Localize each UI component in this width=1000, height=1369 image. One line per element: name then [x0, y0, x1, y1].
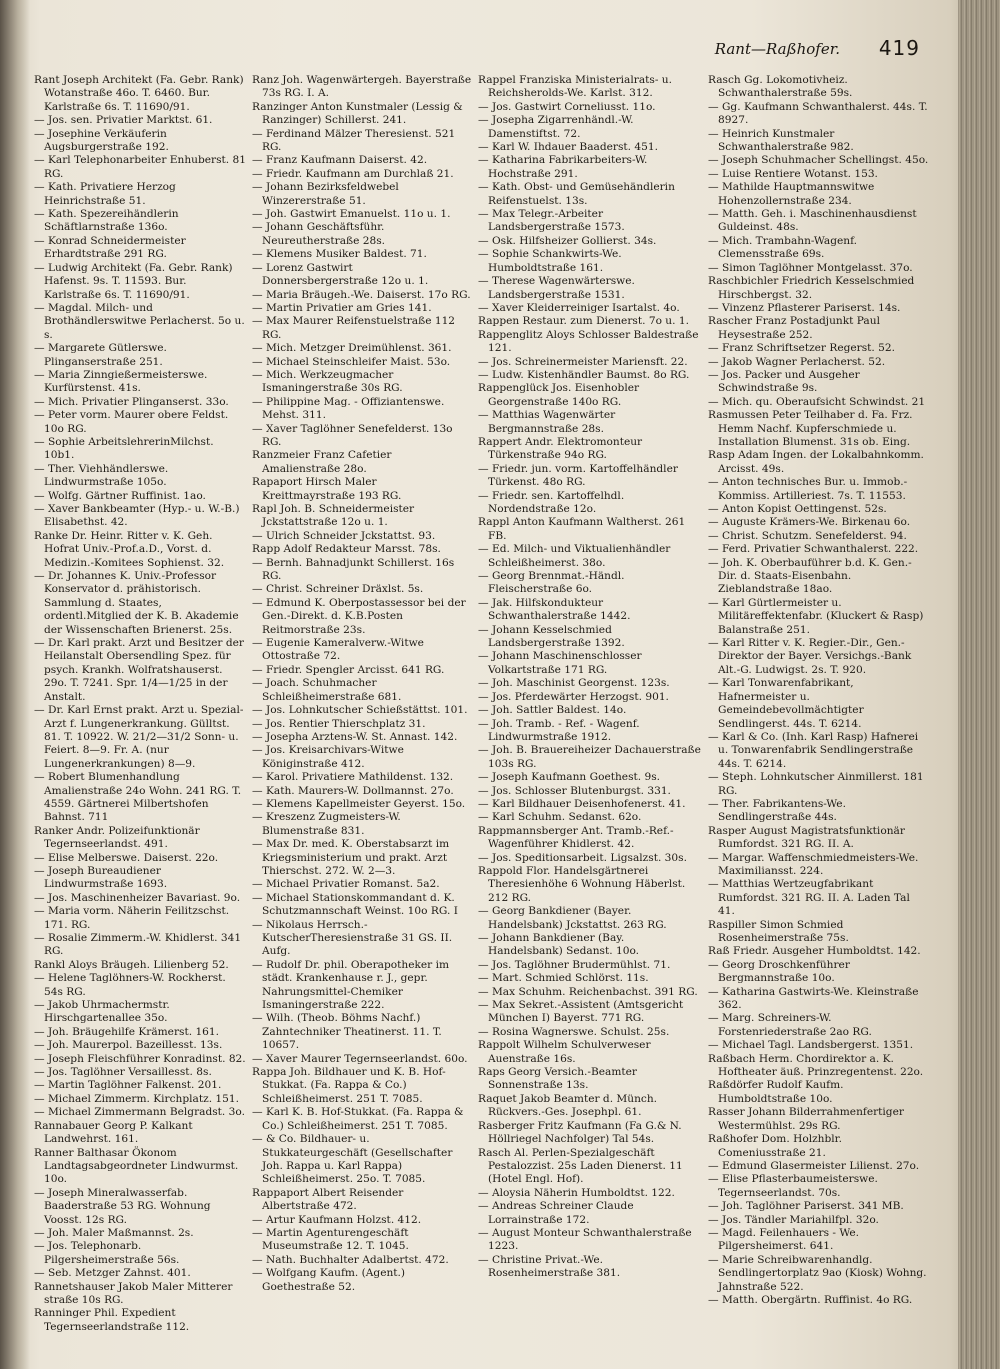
- directory-entry: Rappen Restaur. zum Dienerst. 7o u. 1.: [478, 315, 689, 328]
- page-number: 419: [878, 36, 920, 60]
- directory-entry: — Christ. Schutzm. Senefelderst. 94.: [708, 529, 907, 542]
- directory-entry: — Xaver Bankbeamter (Hyp.- u. W.-B.) Elisabethst. 42.: [34, 503, 240, 529]
- directory-entry: — Karl Telephonarbeiter Enhuberst. 81 RG.: [34, 154, 246, 180]
- directory-entry: — Rudolf Dr. phil. Oberapotheker im städt. Krankenhause r. J., gepr. Nahrungsmittel-Chemiker Ismaningerstraße 222.: [252, 958, 450, 1012]
- directory-entry: — Jos. Kreisarchivars-Witwe Königinstraße 412.: [252, 744, 404, 770]
- directory-entry: Ranzmeier Franz Cafetier Amalienstraße 28o.: [252, 449, 392, 475]
- directory-entry: Raspiller Simon Schmied Rosenheimerstraße 75s.: [708, 918, 849, 944]
- directory-entry: — Nikolaus Herrsch.-KutscherTheresienstraße 31 GS. II. Aufg.: [252, 918, 453, 958]
- directory-entry: — Max Dr. med. K. Oberstabsarzt im Kriegsministerium und prakt. Arzt Thierschst. 272. W. 2—3.: [252, 838, 450, 877]
- directory-entry: Raquet Jakob Beamter d. Münch. Rückvers.-Ges. Josephpl. 61.: [478, 1092, 658, 1119]
- directory-entry: — Jos. sen. Privatier Marktst. 61.: [34, 114, 213, 127]
- directory-entry: — Michael Zimmerm. Kirchplatz. 151.: [34, 1092, 240, 1105]
- directory-entry: — Georg Brennmat.-Händl. Fleischerstraße 6o.: [478, 570, 625, 596]
- directory-entry: — Joh. K. Oberbauführer b.d. K. Gen.-Dir. d. Staats-Eisenbahn. Zieblandstraße 18ao.: [708, 556, 912, 596]
- directory-entry: — Joseph Schuhmacher Schellingst. 45o.: [708, 154, 929, 167]
- directory-entry: — Karl Tonwarenfabrikant, Hafnermeister u. Gemeindebevollmächtigter Sendlingerst. 44s. T. 6214.: [708, 677, 864, 730]
- directory-entry: — Elise Melberswe. Daiserst. 22o.: [34, 851, 219, 864]
- directory-entry: — Kath. Obst- und Gemüsehändlerin Reifenstuelst. 13s.: [478, 181, 675, 207]
- directory-entry: Ranke Dr. Heinr. Ritter v. K. Geh. Hofrat Univ.-Prof.a.D., Vorst. d. Medizin.-Komitees Sophienst. 32.: [34, 529, 225, 569]
- directory-entry: Rappaport Albert Reisender Albertstraße 472.: [252, 1186, 404, 1213]
- directory-entry: — Mich. Metzger Dreimühlenst. 361.: [252, 342, 452, 355]
- directory-entry: Rasper August Magistratsfunktionär Rumfordst. 321 RG. II. A.: [708, 824, 905, 851]
- directory-entry: Raßhofer Dom. Holzhblr. Comeniusstraße 21.: [708, 1133, 842, 1159]
- directory-entry: Rappel Franziska Ministerialrats- u. Reichsherolds-We. Karlst. 312.: [478, 74, 672, 100]
- directory-entry: Rannetshauser Jakob Maler Mitterer straße 10s RG.: [34, 1280, 233, 1306]
- directory-entry: — Margarete Gütlerswe. Plinganserstraße 251.: [34, 342, 167, 368]
- directory-entry: Rasch Al. Perlen-Spezialgeschäft Pestalozzist. 25s Laden Dienerst. 11 (Hotel Engl. Hof).: [478, 1146, 683, 1186]
- directory-entry: Rappolt Wilhelm Schulverweser Auenstraße 16s.: [478, 1039, 651, 1065]
- column-2: [252, 74, 472, 1364]
- directory-entry: — Katharina Gastwirts-We. Kleinstraße 362.: [708, 985, 919, 1012]
- page-gutter: [0, 0, 30, 1369]
- directory-entry: — Jos. Rentier Thierschplatz 31.: [252, 717, 426, 730]
- directory-entry: — Joh. B. Brauereiheizer Dachauerstraße 103s RG.: [478, 744, 701, 770]
- directory-entry: Rapl Joh. B. Schneidermeister Jckstattstraße 12o u. 1.: [252, 503, 415, 529]
- directory-entry: — Luise Rentiere Wotanst. 153.: [708, 167, 878, 180]
- directory-entry: — Xaver Kleiderreiniger Isartalst. 4o.: [478, 301, 680, 314]
- directory-entry: Ranner Balthasar Ökonom Landtagsabgeordneter Lindwurmst. 10o.: [34, 1146, 239, 1186]
- page-header: [30, 36, 920, 66]
- directory-entry: — Heinrich Kunstmaler Schwanthalerstraße 982.: [708, 127, 854, 154]
- directory-entry: — Philippine Mag. - Offiziantenswe. Mehst. 311.: [252, 395, 445, 422]
- directory-entry: — Ulrich Schneider Jckstattst. 93.: [252, 529, 436, 542]
- directory-entry: Rappenglitz Aloys Schlosser Baldestraße 121.: [478, 328, 699, 355]
- directory-entry: — Michael Zimmermann Belgradst. 3o.: [34, 1106, 245, 1119]
- directory-entry: — Joh. Sattler Baldest. 14o.: [478, 704, 627, 717]
- directory-entry: — Magd. Feilenhauers - We. Pilgersheimerst. 641.: [708, 1226, 860, 1253]
- directory-entry: Rappenglück Jos. Eisenhobler Georgenstraße 140o RG.: [478, 382, 640, 408]
- directory-entry: — Max Schuhm. Reichenbachst. 391 RG.: [478, 985, 698, 998]
- directory-entry: — Ferdinand Mälzer Theresienst. 521 RG.: [252, 127, 456, 154]
- directory-entry: — Nath. Buchhalter Adalbertst. 472.: [252, 1253, 449, 1266]
- directory-entry: — Maria Zinngießermeisterswe. Kurfürstenst. 41s.: [34, 368, 208, 395]
- directory-entry: — Marg. Schreiners-W. Forstenriederstraße 2ao RG.: [708, 1012, 872, 1038]
- directory-entry: — Friedr. Kaufmann am Durchlaß 21.: [252, 167, 454, 180]
- directory-entry: — Sophie Schankwirts-We. Humboldtstraße 161.: [478, 248, 622, 274]
- directory-entry: — Max Maurer Reifenstuelstraße 112 RG.: [252, 315, 456, 341]
- directory-entry: — Artur Kaufmann Holzst. 412.: [252, 1213, 422, 1226]
- directory-entry: — Simon Taglöhner Montgelasst. 37o.: [708, 261, 913, 274]
- directory-entry: — Ther. Viehhändlerswe. Lindwurmstraße 105o.: [34, 462, 169, 489]
- directory-entry: Rappl Anton Kaufmann Waltherst. 261 FB.: [478, 516, 686, 542]
- directory-entry: — Max Telegr.-Arbeiter Landsbergerstraße 1573.: [478, 208, 625, 234]
- directory-entry: Rappert Andr. Elektromonteur Türkenstraße 94o RG.: [478, 435, 643, 462]
- column-1: [34, 74, 246, 1364]
- directory-entry: — Mich. Trambahn-Wagenf. Clemensstraße 69s.: [708, 234, 857, 261]
- directory-entry: — Johann Geschäftsführ. Neureutherstraße 28s.: [252, 221, 386, 247]
- directory-entry: — Rosina Wagnerswe. Schulst. 25s.: [478, 1025, 670, 1038]
- column-4: [708, 74, 930, 1364]
- directory-entry: — Georg Bankdiener (Bayer. Handelsbank) Jckstattst. 263 RG.: [478, 905, 667, 931]
- directory-entry: Rappmannsberger Ant. Tramb.-Ref.-Wagenführer Khidlerst. 42.: [478, 824, 674, 851]
- directory-entry: — Joh. Tramb. - Ref. - Wagenf. Lindwurmstraße 1912.: [478, 717, 640, 743]
- directory-entry: — Elise Pflasterbaumeisterswe. Tegernseerlandst. 70s.: [708, 1173, 878, 1199]
- directory-entry: — Eugenie Kameralverw.-Witwe Ottostraße 72.: [252, 637, 424, 663]
- directory-entry: — Kath. Maurers-W. Dollmannst. 27o.: [252, 784, 454, 797]
- directory-entry: — Seb. Metzger Zahnst. 401.: [34, 1267, 191, 1280]
- directory-entry: Rapp Adolf Redakteur Marsst. 78s.: [252, 543, 441, 556]
- directory-entry: Rant Joseph Architekt (Fa. Gebr. Rank) Wotanstraße 46o. T. 6460. Bur. Karlstraße 6s. T. 11690/91.: [34, 74, 244, 113]
- directory-entry: — Josepha Zigarrenhändl.-W. Damenstiftst. 72.: [478, 114, 634, 140]
- directory-entry: — Jos. Taglöhner Versaillesst. 8s.: [34, 1066, 212, 1079]
- directory-entry: — Martin Taglöhner Falkenst. 201.: [34, 1079, 222, 1092]
- directory-entry: — Dr. Johannes K. Univ.-Professor Konservator d. prähistorisch. Sammlung d. Staates, ordentl.Mitglied der K. B. Akademie der Wissenschaften Brienerst. 25s.: [34, 570, 239, 636]
- directory-entry: Ranker Andr. Polizeifunktionär Tegernseerlandst. 491.: [34, 824, 200, 851]
- directory-entry: — Sophie ArbeitslehrerinMilchst. 10b1.: [34, 435, 214, 462]
- directory-entry: — Dr. Karl Ernst prakt. Arzt u. Spezial-Arzt f. Lungenerkrankung. Gülltst. 81. T. 10922. W. 21/2—31/2 Sonn- u. Feiert. 8—9. Fr. A. (nur Lungenerkrankungen) 8—9.: [34, 704, 244, 770]
- directory-entry: — Karl Gürtlermeister u. Militäreffektenfabr. (Kluckert & Rasp) Balanstraße 251.: [708, 596, 924, 636]
- directory-entry: Ranninger Phil. Expedient Tegernseerlandstraße 112.: [34, 1307, 190, 1333]
- directory-entry: — Michael Stationskommandant d. K. Schutzmannschaft Weinst. 10o RG. I: [252, 891, 458, 918]
- directory-entry: — Joh. Maurerpol. Bazeillesst. 13s.: [34, 1039, 223, 1052]
- directory-entry: — Matthias Wertzeugfabrikant Rumfordst. 321 RG. II. A. Laden Tal 41.: [708, 878, 910, 918]
- directory-entry: — Margar. Waffenschmiedmeisters-We. Maximiliansst. 224.: [708, 851, 919, 877]
- directory-entry: Ranzinger Anton Kunstmaler (Lessig & Ranzinger) Schillerst. 241.: [252, 100, 463, 127]
- directory-entry: — Jos. Lohnkutscher Schießstättst. 101.: [252, 704, 468, 717]
- directory-entry: — Franz Schriftsetzer Regerst. 52.: [708, 342, 895, 355]
- directory-entry: — Michael Privatier Romanst. 5a2.: [252, 878, 440, 891]
- directory-entry: — Michael Steinschleifer Maist. 53o.: [252, 355, 451, 368]
- directory-entry: — Christ. Schreiner Dräxlst. 5s.: [252, 583, 424, 596]
- directory-entry: Rasch Gg. Lokomotivheiz. Schwanthalerstraße 59s.: [708, 74, 853, 100]
- directory-entry: Rasberger Fritz Kaufmann (Fa G.& N. Höllriegel Nachfolger) Tal 54s.: [478, 1119, 682, 1146]
- directory-entry: — Auguste Krämers-We. Birkenau 6o.: [708, 516, 911, 529]
- directory-entry: — Jos. Tändler Mariahilfpl. 32o.: [708, 1213, 879, 1226]
- directory-entry: — Mathilde Hauptmannswitwe Hohenzollernstraße 234.: [708, 181, 875, 207]
- directory-entry: — Joseph Mineralwasserfab. Baaderstraße 53 RG. Wohnung Voosst. 12s RG.: [34, 1186, 211, 1226]
- directory-entry: Raschbichler Friedrich Kesselschmied Hirschbergst. 32.: [708, 275, 915, 301]
- directory-entry: — Lorenz Gastwirt Donnersbergerstraße 12o u. 1.: [252, 261, 429, 288]
- directory-entry: — Wilh. (Theob. Böhms Nachf.) Zahntechniker Theatinerst. 11. T. 10657.: [252, 1012, 442, 1052]
- directory-entry: — Kreszenz Zugmeisters-W. Blumenstraße 831.: [252, 811, 401, 837]
- directory-entry: — Jos. Schreinermeister Mariensft. 22.: [478, 355, 688, 368]
- directory-entry: — Max Sekret.-Assistent (Amtsgericht München I) Bayerst. 771 RG.: [478, 999, 684, 1025]
- directory-entry: — Matth. Obergärtn. Ruffinist. 4o RG.: [708, 1293, 913, 1306]
- directory-entry: — Peter vorm. Maurer obere Feldst. 10o RG.: [34, 409, 229, 435]
- directory-entry: — Joh. Maler Maßmannst. 2s.: [34, 1226, 194, 1239]
- directory-entry: — Joseph Bureaudiener Lindwurmstraße 1693.: [34, 864, 168, 891]
- directory-entry: — Jakob Wagner Perlacherst. 52.: [708, 355, 886, 368]
- directory-entry: — Xaver Taglöhner Senefelderst. 13o RG.: [252, 422, 453, 448]
- directory-entry: Raßdörfer Rudolf Kaufm. Humboldtstraße 10o.: [708, 1079, 844, 1105]
- column-3: [478, 74, 702, 1364]
- directory-entry: — Vinzenz Pflasterer Pariserst. 14s.: [708, 301, 901, 314]
- directory-entry: — Robert Blumenhandlung Amalienstraße 24o Wohn. 241 RG. T. 4559. Gärtnerei Milbertshofen Bahnst. 711: [34, 771, 242, 824]
- directory-entry: — Martin Agenturengeschäft Museumstraße 12. T. 1045.: [252, 1226, 409, 1253]
- directory-entry: — Osk. Hilfsheizer Gollierst. 34s.: [478, 234, 657, 247]
- directory-entry: — Friedr. Spengler Arcisst. 641 RG.: [252, 663, 445, 676]
- directory-entry: — Maria Bräugeh.-We. Daiserst. 17o RG.: [252, 288, 471, 301]
- directory-entry: — Aloysia Näherin Humboldtst. 122.: [478, 1186, 675, 1199]
- directory-entry: — Friedr. sen. Kartoffelhdl. Nordendstraße 12o.: [478, 489, 625, 515]
- directory-entry: — Edmund Glasermeister Lilienst. 27o.: [708, 1159, 920, 1172]
- directory-entry: — Klemens Kapellmeister Geyerst. 15o.: [252, 797, 466, 810]
- directory-entry: — Kath. Spezereihändlerin Schäftlarnstraße 136o.: [34, 208, 179, 234]
- directory-entry: — Karol. Privatiere Mathildenst. 132.: [252, 771, 454, 784]
- directory-entry: — Georg Droschkenführer Bergmannstraße 10o.: [708, 958, 850, 985]
- directory-entry: — & Co. Bildhauer- u. Stukkateurgeschäft (Gesellschafter Joh. Rappa u. Karl Rappa) Schleißheimerst. 25o. T. 7085.: [252, 1133, 453, 1186]
- directory-entry: — Gg. Kaufmann Schwanthalerst. 44s. T. 8927.: [708, 100, 928, 127]
- directory-entry: — Klemens Musiker Baldest. 71.: [252, 248, 427, 261]
- directory-entry: — Helene Taglöhners-W. Rockherst. 54s RG.: [34, 972, 226, 998]
- directory-entry: — Jos. Telephonarb. Pilgersheimerstraße 56s.: [34, 1240, 180, 1266]
- directory-columns: [34, 74, 930, 1364]
- directory-entry: — Johann Maschinenschlosser Volkartstraße 171 RG.: [478, 650, 642, 676]
- directory-entry: Raß Friedr. Ausgeher Humboldtst. 142.: [708, 945, 921, 958]
- directory-entry: Raßbach Herm. Chordirektor a. K. Hoftheater äuß. Prinzregentenst. 22o.: [708, 1052, 924, 1079]
- directory-entry: — Steph. Lohnkutscher Ainmillerst. 181 RG.: [708, 771, 924, 797]
- directory-entry: — Edmund K. Oberpostassessor bei der Gen.-Direkt. d. K.B.Posten Reitmorstraße 23s.: [252, 596, 466, 636]
- directory-entry: — Andreas Schreiner Claude Lorrainstraße 172.: [478, 1200, 634, 1226]
- directory-entry: Rasmussen Peter Teilhaber d. Fa. Frz. Hemm Nachf. Kupferschmiede u. Installation Blumenst. 31s ob. Eing.: [708, 409, 913, 448]
- page-edge: [958, 0, 1000, 1369]
- directory-entry: — Joh. Bräugehilfe Krämerst. 161.: [34, 1025, 220, 1038]
- directory-entry: — Karl Ritter v. K. Regier.-Dir., Gen.-Direktor der Bayer. Versichgs.-Bank Alt.-G. Ludwigst. 2s. T. 920.: [708, 637, 912, 676]
- directory-entry: — Ed. Milch- und Viktualienhändler Schleißheimerst. 38o.: [478, 543, 671, 569]
- directory-entry: — Johann Bezirksfeldwebel Winzererstraße 51.: [252, 181, 399, 207]
- directory-entry: — Joach. Schuhmacher Schleißheimerstraße 681.: [252, 677, 402, 703]
- directory-entry: — Karl Schuhm. Sedanst. 62o.: [478, 811, 642, 824]
- directory-entry: — Johann Kesselschmied Landsbergerstraße 1392.: [478, 623, 625, 650]
- directory-entry: — Karl & Co. (Inh. Karl Rasp) Hafnerei u. Tonwarenfabrik Sendlingerstraße 44s. T. 6214.: [708, 730, 919, 770]
- directory-entry: — Joh. Gastwirt Emanuelst. 11o u. 1.: [252, 208, 451, 221]
- directory-entry: — Anton technisches Bur. u. Immob.-Kommiss. Artilleriest. 7s. T. 11553.: [708, 476, 908, 502]
- directory-entry: — Wolfg. Gärtner Ruffinist. 1ao.: [34, 489, 206, 502]
- directory-entry: — Anton Kopist Oettingenst. 52s.: [708, 503, 887, 515]
- directory-entry: — Jos. Gastwirt Corneliusst. 11o.: [478, 100, 656, 113]
- directory-entry: — Josephine Verkäuferin Augsburgerstraße 192.: [34, 127, 169, 154]
- directory-entry: Rasser Johann Bilderrahmenfertiger Westermühlst. 29s RG.: [708, 1106, 904, 1132]
- directory-entry: Rascher Franz Postadjunkt Paul Heysestraße 252.: [708, 315, 880, 341]
- directory-entry: — Karl Bildhauer Deisenhofenerst. 41.: [478, 797, 686, 810]
- directory-entry: — Jos. Packer und Ausgeher Schwindstraße 9s.: [708, 368, 860, 395]
- directory-entry: — Mich. Privatier Plinganserst. 33o.: [34, 395, 229, 408]
- directory-entry: — Therese Wagenwärterswe. Landsbergerstraße 1531.: [478, 275, 635, 301]
- directory-entry: — August Monteur Schwanthalerstraße 1223.: [478, 1226, 692, 1253]
- directory-entry: — Magdal. Milch- und Brothändlerswitwe Perlacherst. 5o u. s.: [34, 301, 245, 341]
- directory-entry: — Ludw. Kistenhändler Baumst. 8o RG.: [478, 368, 690, 381]
- directory-entry: Rannabauer Georg P. Kalkant Landwehrst. 161.: [34, 1119, 193, 1146]
- directory-entry: — Christine Privat.-We. Rosenheimerstraße 381.: [478, 1253, 621, 1280]
- running-head: Rant—Raßhofer.: [714, 40, 840, 58]
- directory-entry: — Katharina Fabrikarbeiters-W. Hochstraße 291.: [478, 154, 648, 180]
- directory-entry: — Maria vorm. Näherin Feilitzschst. 171. RG.: [34, 905, 230, 931]
- directory-entry: — Franz Kaufmann Daiserst. 42.: [252, 154, 428, 167]
- directory-entry: — Joh. Taglöhner Pariserst. 341 MB.: [708, 1200, 904, 1213]
- directory-entry: — Johann Bankdiener (Bay. Handelsbank) Sedanst. 10o.: [478, 932, 640, 958]
- directory-entry: — Jos. Schlosser Blutenburgst. 331.: [478, 784, 671, 797]
- directory-entry: — Jos. Pferdewärter Herzogst. 901.: [478, 690, 669, 703]
- directory-entry: — Joseph Kaufmann Goethest. 9s.: [478, 771, 661, 784]
- directory-entry: — Friedr. jun. vorm. Kartoffelhändler Türkenst. 48o RG.: [478, 462, 678, 489]
- directory-entry: — Ther. Fabrikantens-We. Sendlingerstraße 44s.: [708, 797, 846, 824]
- directory-entry: — Rosalie Zimmerm.-W. Khidlerst. 341 RG.: [34, 932, 242, 958]
- directory-entry: — Xaver Maurer Tegernseerlandst. 60o.: [252, 1052, 468, 1065]
- directory-entry: — Marie Schreibwarenhandlg. Sendlingertorplatz 9ao (Kiosk) Wohng. Jahnstraße 522.: [708, 1253, 927, 1293]
- directory-entry: — Bernh. Bahnadjunkt Schillerst. 16s RG.: [252, 556, 455, 583]
- directory-entry: — Jos. Taglöhner Brudermühlst. 71.: [478, 958, 671, 971]
- directory-entry: — Mart. Schmied Schlörst. 11s.: [478, 972, 649, 985]
- directory-entry: Rappa Joh. Bildhauer und K. B. Hof-Stukkat. (Fa. Rappa & Co.) Schleißheimerst. 251 T. 7085.: [252, 1066, 446, 1105]
- directory-entry: — Martin Privatier am Gries 141.: [252, 301, 432, 314]
- directory-entry: — Jakob Uhrmachermstr. Hirschgartenallee 35o.: [34, 999, 170, 1025]
- directory-entry: — Michael Tagl. Landsbergerst. 1351.: [708, 1039, 914, 1052]
- directory-entry: — Konrad Schneidermeister Erhardtstraße 291 RG.: [34, 234, 186, 261]
- directory-entry: Rasp Adam Ingen. der Lokalbahnkomm. Arcisst. 49s.: [708, 449, 924, 475]
- directory-entry: — Joh. Maschinist Georgenst. 123s.: [478, 677, 670, 690]
- directory-entry: — Ferd. Privatier Schwanthalerst. 222.: [708, 543, 919, 556]
- directory-entry: — Matth. Geh. i. Maschinenhausdienst Guldeinst. 48s.: [708, 208, 917, 234]
- directory-entry: — Mich. Werkzeugmacher Ismaningerstraße 30s RG.: [252, 368, 403, 395]
- directory-entry: Rapaport Hirsch Maler Kreittmayrstraße 193 RG.: [252, 476, 402, 502]
- directory-entry: — Matthias Wagenwärter Bergmannstraße 28s.: [478, 409, 616, 435]
- directory-entry: — Karl W. Ihdauer Baaderst. 451.: [478, 141, 658, 154]
- directory-entry: — Ludwig Architekt (Fa. Gebr. Rank) Hafenst. 9s. T. 11593. Bur. Karlstraße 6s. T. 11690/91.: [34, 261, 233, 301]
- directory-entry: — Dr. Karl prakt. Arzt und Besitzer der Heilanstalt Obersendling Spez. für psych. Krankh. Wolfratshauserst. 29o. T. 7241. Spr. 1/4—1/25 in der Anstalt.: [34, 637, 244, 703]
- directory-entry: — Mich. qu. Oberaufsicht Schwindst. 21: [708, 395, 926, 408]
- directory-entry: — Jak. Hilfskondukteur Schwanthalerstraße 1442.: [478, 596, 631, 623]
- directory-entry: — Jos. Speditionsarbeit. Ligsalzst. 30s.: [478, 851, 687, 864]
- directory-entry: Ranz Joh. Wagenwärtergeh. Bayerstraße 73s RG. I. A.: [252, 74, 472, 100]
- directory-entry: — Wolfgang Kaufm. (Agent.) Goethestraße 52.: [252, 1267, 406, 1293]
- directory-entry: — Josepha Arztens-W. St. Annast. 142.: [252, 730, 458, 743]
- directory-entry: — Karl K. B. Hof-Stukkat. (Fa. Rappa & Co.) Schleißheimerst. 251 T. 7085.: [252, 1106, 464, 1132]
- directory-entry: Rappold Flor. Handelsgärtnerei Theresienhöhe 6 Wohnung Häberlst. 212 RG.: [478, 864, 686, 904]
- directory-entry: Rankl Aloys Bräugeh. Lilienberg 52.: [34, 958, 229, 971]
- directory-entry: — Joseph Fleischführer Konradinst. 82.: [34, 1052, 246, 1065]
- directory-entry: — Jos. Maschinenheizer Bavariast. 9o.: [34, 891, 241, 904]
- directory-entry: Raps Georg Versich.-Beamter Sonnenstraße 13s.: [478, 1066, 637, 1092]
- directory-entry: — Kath. Privatiere Herzog Heinrichstraße 51.: [34, 181, 176, 207]
